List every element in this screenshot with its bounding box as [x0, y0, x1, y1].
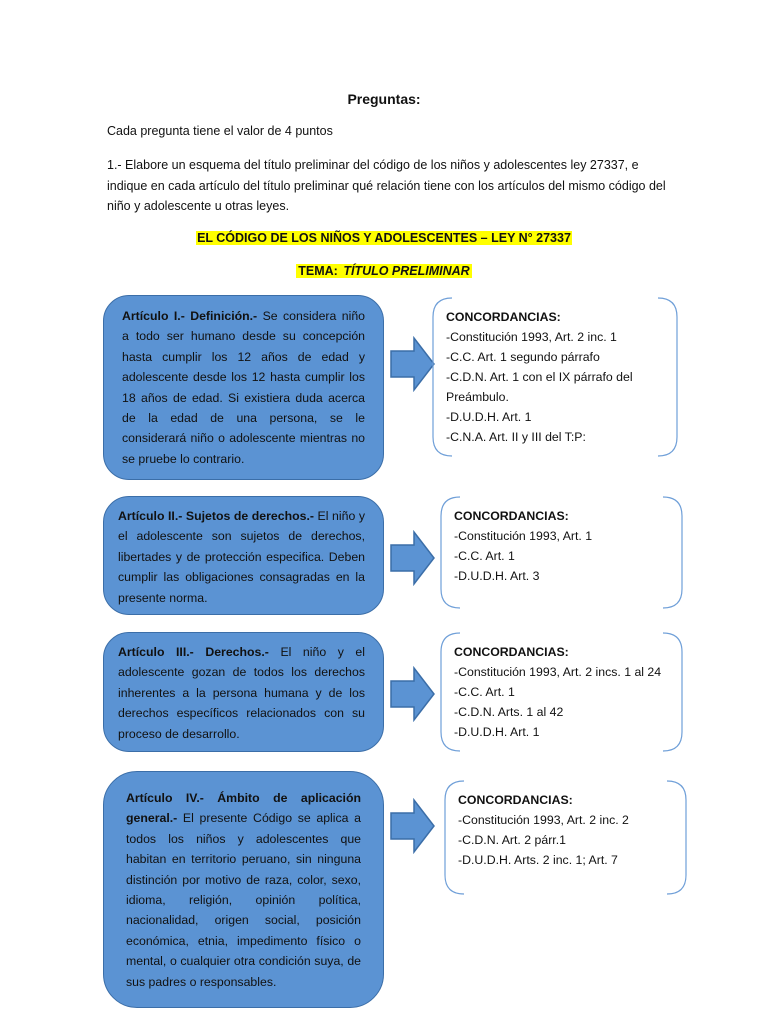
right-arrow-icon	[390, 530, 436, 586]
article-heading: Artículo III.- Derechos.-	[118, 645, 269, 659]
right-arrow-icon	[390, 336, 436, 392]
concordancia-item: -D.U.D.H. Arts. 2 inc. 1; Art. 7	[458, 853, 618, 867]
concordancias-box-4	[444, 780, 687, 895]
concordancias-box-3	[440, 632, 683, 752]
law-heading	[0, 231, 768, 245]
right-arrow-icon	[390, 798, 436, 854]
article-heading: Artículo IV.- Ámbito de aplicación general.-	[126, 791, 361, 826]
article-text: El niño y el adolescente gozan de todos los derechos inherentes a la persona humana y de los derechos específicos relacionados con su proceso de desarrollo.	[118, 645, 366, 741]
concordancia-item: -C.C. Art. 1	[454, 685, 515, 699]
tema-label: TEMA:	[298, 264, 342, 278]
law-heading-text: EL CÓDIGO DE LOS NIÑOS Y ADOLESCENTES – LEY N° 27337	[197, 231, 571, 245]
concordancia-item: -D.U.D.H. Art. 1	[446, 410, 532, 424]
article-heading: Artículo I.- Definición.-	[122, 309, 258, 323]
concordancias-box-1	[432, 297, 678, 457]
concordancia-item: -C.C. Art. 1 segundo párrafo	[446, 350, 600, 364]
article-box-2	[103, 496, 384, 615]
article-box-4	[103, 771, 384, 1008]
concordancias-title: CONCORDANCIAS:	[454, 645, 569, 659]
concordancia-item: -D.U.D.H. Art. 3	[454, 569, 540, 583]
article-box-3	[103, 632, 384, 752]
concordancias-box-2	[440, 496, 683, 609]
question-text: 1.- Elabore un esquema del título preliminar del código de los niños y adolescentes ley 27337, e indique en cada artículo del título preliminar qué relación tiene con los artículos del mismo código del niño y adolescente u otras leyes.	[107, 158, 666, 213]
concordancia-item: -Constitución 1993, Art. 1	[454, 529, 593, 543]
article-text: El niño y el adolescente son sujetos de derechos, libertades y de protección especifica. Deben cumplir las obligaciones consagradas en la presente norma.	[118, 509, 365, 605]
concordancias-title: CONCORDANCIAS:	[454, 509, 569, 523]
article-text: Se considera niño a todo ser humano desde su concepción hasta cumplir los 12 años de edad y adolescente desde los 12 hasta cumplir los 18 años de edad. Si existiera duda acerca de la edad de una persona, se le considerará niño o adolescente mientras no se pruebe lo contrario.	[122, 309, 365, 466]
right-arrow-icon	[390, 666, 436, 722]
page-title: Preguntas:	[347, 91, 421, 107]
concordancia-item: -C.D.N. Art. 1 con el IX párrafo del Preámbulo.	[446, 370, 633, 404]
concordancia-item: -Constitución 1993, Art. 2 inc. 2	[458, 813, 629, 827]
intro-text: Cada pregunta tiene el valor de 4 puntos	[107, 124, 333, 138]
concordancia-item: -C.N.A. Art. II y III del T:P:	[446, 430, 586, 444]
concordancias-title: CONCORDANCIAS:	[446, 310, 561, 324]
article-text: El presente Código se aplica a todos los niños y adolescentes que habitan en territorio peruano, sin ninguna distinción por motivo de raza, color, sexo, idioma, religión, opinión política, nacionalidad, origen social, posición económica, etnia, impedimento físico o mental, o cualquier otra condición suya, de sus padres o responsables.	[126, 811, 361, 989]
concordancia-item: -C.D.N. Art. 2 párr.1	[458, 833, 566, 847]
concordancias-title: CONCORDANCIAS:	[458, 793, 573, 807]
tema-value: TÍTULO PRELIMINAR	[343, 264, 470, 278]
concordancia-item: -C.C. Art. 1	[454, 549, 515, 563]
concordancia-item: -D.U.D.H. Art. 1	[454, 725, 540, 739]
tema-heading	[0, 264, 768, 278]
concordancia-item: -C.D.N. Arts. 1 al 42	[454, 705, 564, 719]
article-heading: Artículo II.- Sujetos de derechos.-	[118, 509, 314, 523]
concordancia-item: -Constitución 1993, Art. 2 inc. 1	[446, 330, 617, 344]
tema-highlight	[296, 264, 471, 278]
article-box-1	[103, 295, 384, 480]
concordancia-item: -Constitución 1993, Art. 2 incs. 1 al 24	[454, 665, 662, 679]
